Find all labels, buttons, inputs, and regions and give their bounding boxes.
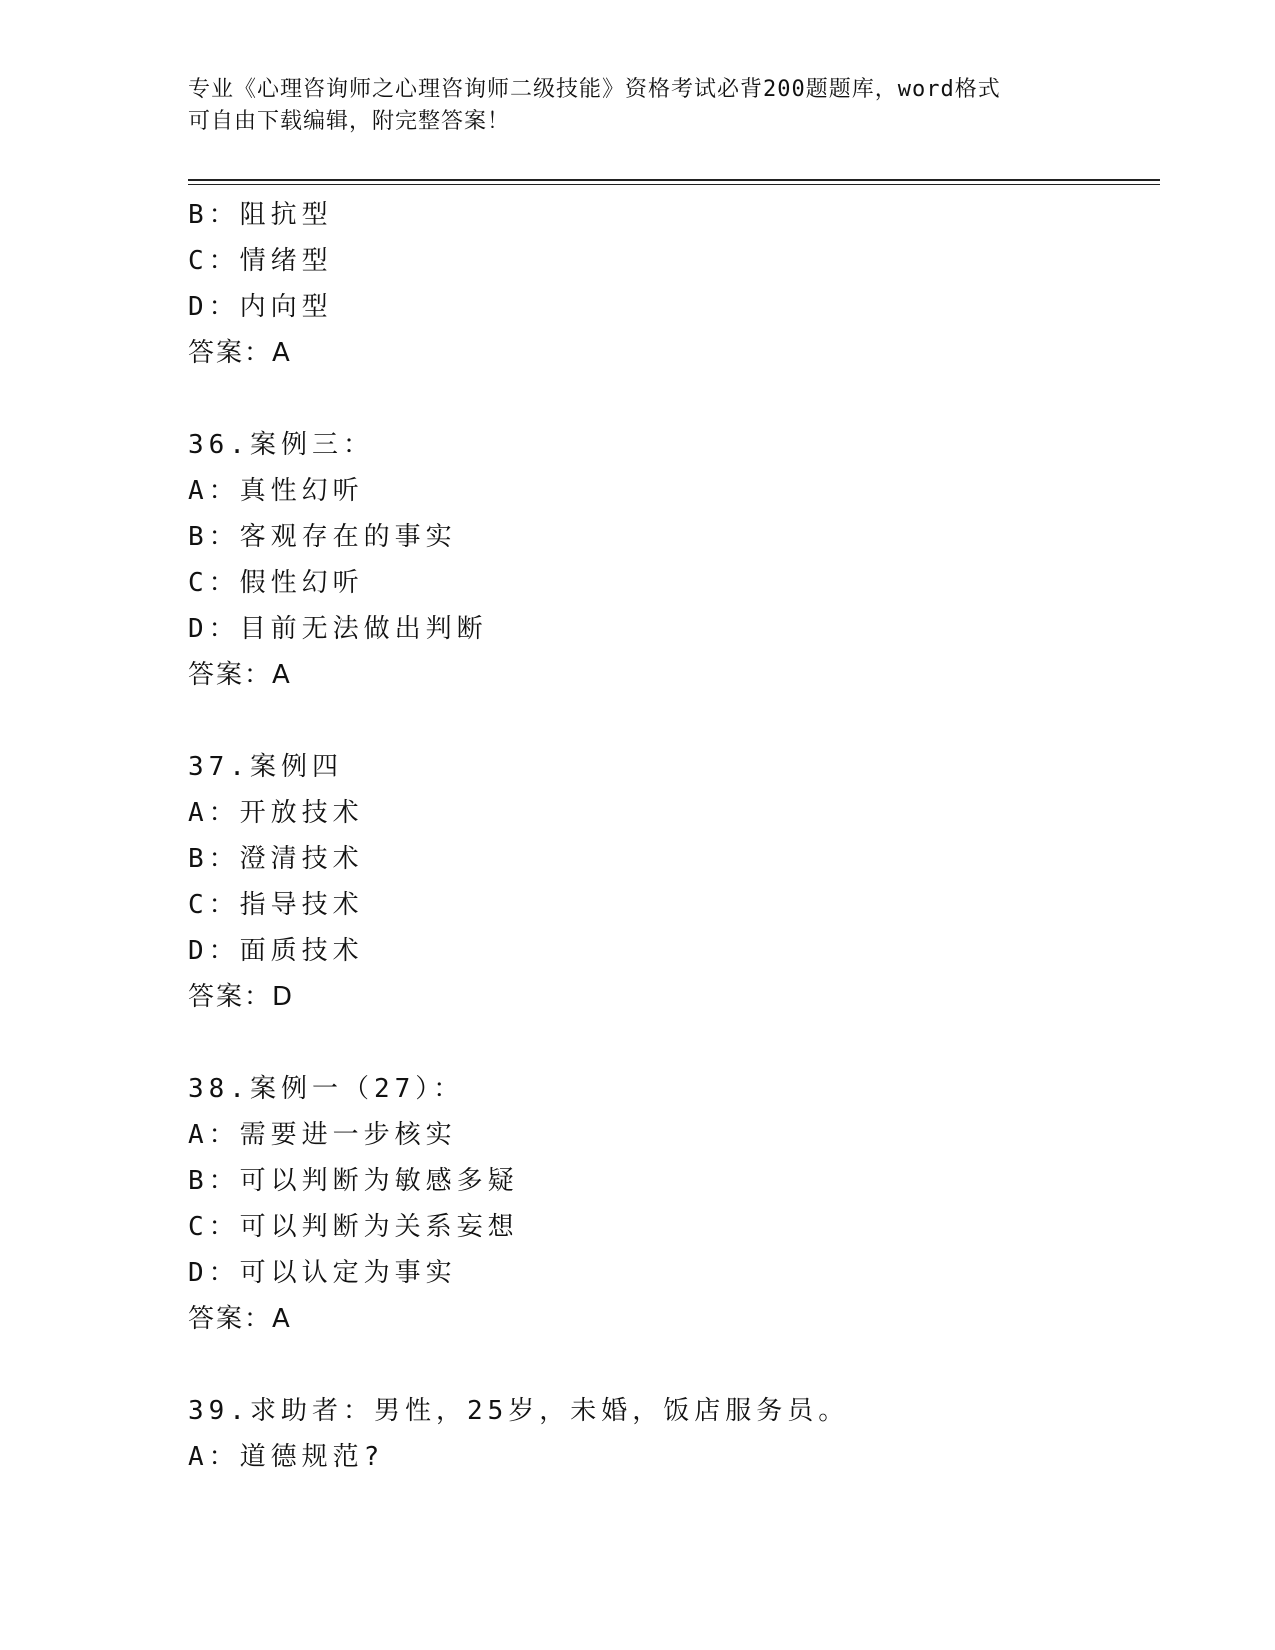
option-d: D：可以认定为事实 — [188, 1258, 457, 1288]
header-divider-thin — [188, 184, 1160, 185]
answer-line: 答案：A — [188, 660, 292, 690]
question-36 — [188, 422, 1148, 698]
question-stem: 37.案例四 — [188, 752, 343, 782]
question-stem: 38.案例一（27）： — [188, 1074, 465, 1104]
question-38 — [188, 1066, 1148, 1342]
option-d: D：内向型 — [188, 292, 333, 322]
question-stem: 36.案例三： — [188, 430, 374, 460]
header-title-line-2: 可自由下载编辑，附完整答案！ — [188, 109, 511, 134]
option-a: A：道德规范? — [188, 1442, 385, 1472]
question-stem: 39.求助者：男性，25岁，未婚，饭店服务员。 — [188, 1396, 850, 1426]
option-d: D：目前无法做出判断 — [188, 614, 488, 644]
option-c: C：假性幻听 — [188, 568, 364, 598]
question-39 — [188, 1388, 1148, 1480]
option-b: B：阻抗型 — [188, 200, 333, 230]
option-a: A：需要进一步核实 — [188, 1120, 457, 1150]
document-header — [188, 74, 1088, 138]
answer-line: 答案：D — [188, 982, 295, 1012]
option-c: C：指导技术 — [188, 890, 364, 920]
header-title-line-1: 专业《心理咨询师之心理咨询师二级技能》资格考试必背200题题库，word格式 — [188, 77, 1001, 102]
option-c: C：可以判断为关系妄想 — [188, 1212, 519, 1242]
question-list — [188, 192, 1148, 1480]
question-35-continued — [188, 192, 1148, 376]
question-37 — [188, 744, 1148, 1020]
option-a: A：开放技术 — [188, 798, 364, 828]
header-divider-thick — [188, 179, 1160, 181]
option-a: A：真性幻听 — [188, 476, 364, 506]
option-d: D：面质技术 — [188, 936, 364, 966]
answer-line: 答案：A — [188, 1304, 292, 1334]
option-b: B：可以判断为敏感多疑 — [188, 1166, 519, 1196]
answer-line: 答案：A — [188, 338, 292, 368]
option-b: B：澄清技术 — [188, 844, 364, 874]
option-b: B：客观存在的事实 — [188, 522, 457, 552]
option-c: C：情绪型 — [188, 246, 333, 276]
